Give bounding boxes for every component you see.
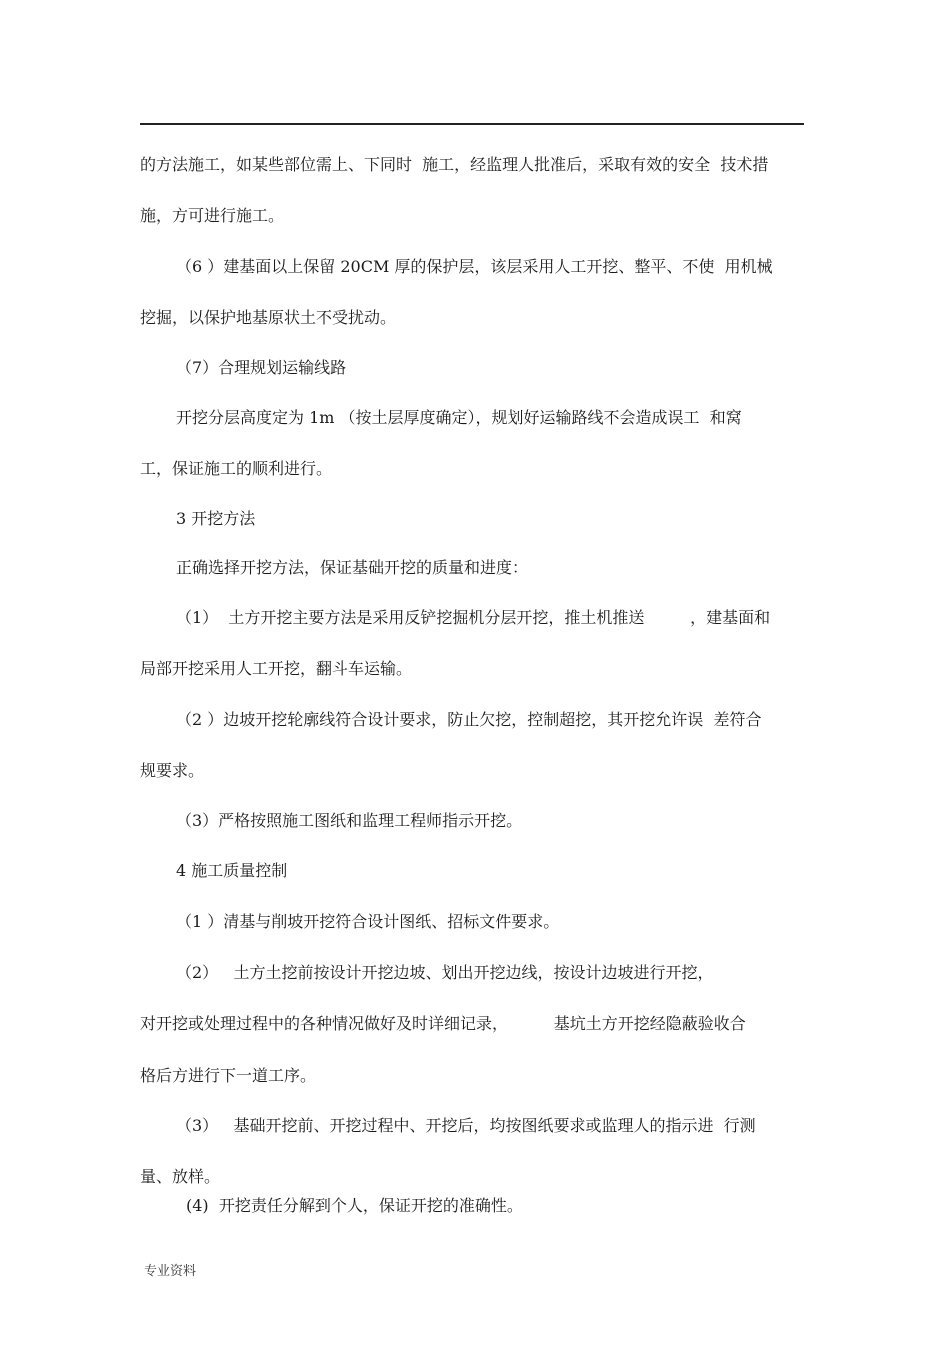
paragraph-line: （3）严格按照施工图纸和监理工程师指示开挖。 — [176, 811, 523, 830]
paragraph-line: （7）合理规划运输线路 — [176, 358, 347, 377]
paragraph-line: 挖掘，以保护地基原状土不受扰动。 — [140, 308, 397, 327]
paragraph-line: 规要求。 — [140, 761, 205, 780]
paragraph-line: 工，保证施工的顺利进行。 — [140, 459, 333, 478]
paragraph-line: （6 ）建基面以上保留 20CM 厚的保护层，该层采用人工开挖、整平、不使 用机械 — [176, 257, 773, 276]
paragraph-line: (4) 开挖责任分解到个人，保证开挖的准确性。 — [186, 1196, 523, 1215]
paragraph-line: 局部开挖采用人工开挖，翻斗车运输。 — [140, 659, 413, 678]
paragraph-line: 量、放样。 — [140, 1167, 221, 1186]
paragraph-line: 格后方进行下一道工序。 — [140, 1066, 317, 1085]
section-heading: 3 开挖方法 — [176, 509, 256, 528]
header-rule — [140, 123, 804, 125]
paragraph-line: （2） 土方土挖前按设计开挖边坡、划出开挖边线，按设计边坡进行开挖， — [176, 963, 714, 982]
paragraph-line: 对开挖或处理过程中的各种情况做好及时详细记录， 基坑土方开挖经隐蔽验收合 — [140, 1014, 746, 1033]
page-footer: 专业资料 — [144, 1264, 197, 1279]
paragraph-line: （3） 基础开挖前、开挖过程中、开挖后，均按图纸要求或监理人的指示进 行测 — [176, 1116, 756, 1135]
paragraph-line: （1） 土方开挖主要方法是采用反铲挖掘机分层开挖，推土机推送 ，建基面和 — [176, 608, 771, 627]
paragraph-line: 开挖分层高度定为 1m （按土层厚度确定），规划好运输路线不会造成误工 和窝 — [176, 408, 742, 427]
paragraph-line: （1 ）清基与削坡开挖符合设计图纸、招标文件要求。 — [176, 912, 560, 931]
paragraph-line: 施，方可进行施工。 — [140, 206, 285, 225]
section-heading: 4 施工质量控制 — [176, 861, 288, 880]
paragraph-line: 的方法施工，如某些部位需上、下同时 施工，经监理人批准后，采取有效的安全 技术措 — [140, 155, 769, 174]
paragraph-line: （2 ）边坡开挖轮廓线符合设计要求，防止欠挖，控制超挖，其开挖允许误 差符合 — [176, 710, 762, 729]
paragraph-line: 正确选择开挖方法，保证基础开挖的质量和进度： — [176, 558, 529, 577]
